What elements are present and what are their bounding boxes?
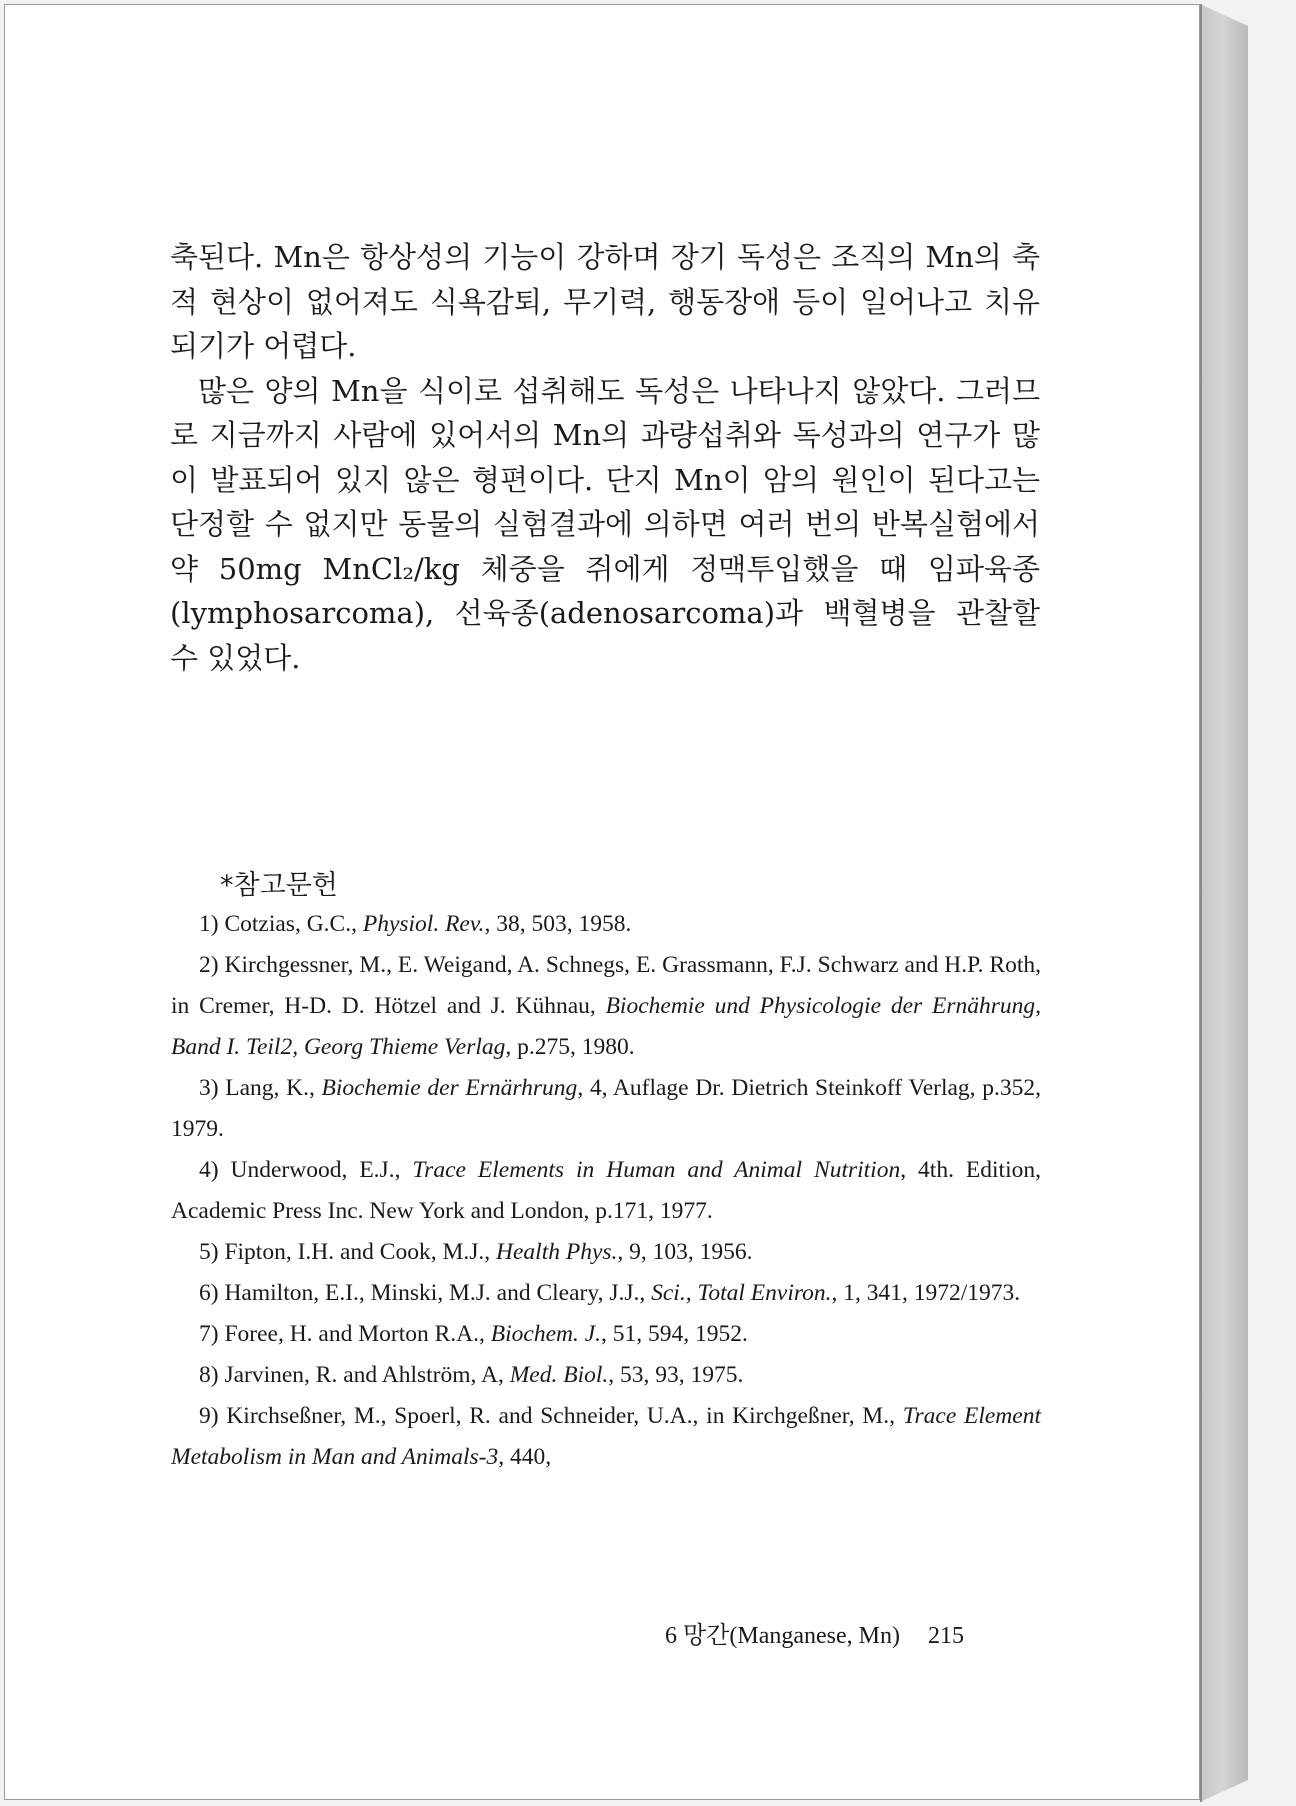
paragraph-1: 축된다. Mn은 항상성의 기능이 강하며 장기 독성은 조직의 Mn의 축적 현상이 없어져도 식욕감퇴, 무기력, 행동장애 등이 일어나고 치유되기가 어렵다. (170, 240, 1040, 363)
page-footer (665, 1615, 964, 1650)
chapter-title: 6 망간(Manganese, Mn) (665, 1623, 900, 1649)
book-spine-edge (1200, 4, 1248, 1802)
reference-item: 7) Foree, H. and Morton R.A., Biochem. J., 51, 594, 1952. (199, 1321, 748, 1347)
paragraph-2: 많은 양의 Mn을 식이로 섭취해도 독성은 나타나지 않았다. 그러므로 지금까지 사람에 있어서의 Mn의 과량섭취와 독성과의 연구가 많이 발표되어 있지 않은 형편이다. 단지 Mn이 암의 원인이 된다고는 단정할 수 없지만 동물의 실험결과에 의하면 여러 번의 반복실험에서 약 50mg MnCl₂/kg 체중을 쥐에게 정맥투입했을 때 임파육종(lymphosarcoma), 선육종(adenosarcoma)과 백혈병을 관찰할 수 있었다. (170, 373, 1040, 675)
reference-item: 1) Cotzias, G.C., Physiol. Rev., 38, 503, 1958. (199, 911, 632, 937)
body-text (170, 235, 1040, 680)
book-page (4, 4, 1200, 1800)
references-list (171, 904, 1041, 1478)
reference-item: 6) Hamilton, E.I., Minski, M.J. and Cleary, J.J., Sci., Total Environ., 1, 341, 1972/1973. (199, 1280, 1021, 1306)
reference-item: 9) Kirchseßner, M., Spoerl, R. and Schneider, U.A., in Kirchgeßner, M., Trace Element Metabolism in Man and Animals-3, 440, (171, 1403, 1041, 1470)
references-title: *참고문헌 (220, 870, 338, 901)
page-edge-line (1200, 4, 1202, 1802)
reference-item: 8) Jarvinen, R. and Ahlström, A, Med. Biol., 53, 93, 1975. (199, 1362, 744, 1388)
page-number: 215 (927, 1623, 964, 1649)
reference-item: 5) Fipton, I.H. and Cook, M.J., Health Phys., 9, 103, 1956. (199, 1239, 753, 1265)
reference-item: 3) Lang, K., Biochemie der Ernärhrung, 4, Auflage Dr. Dietrich Steinkoff Verlag, p.352, 1979. (171, 1075, 1041, 1142)
reference-item: 4) Underwood, E.J., Trace Elements in Human and Animal Nutrition, 4th. Edition, Academic Press Inc. New York and London, p.171, 1977. (171, 1157, 1041, 1224)
reference-item: 2) Kirchgessner, M., E. Weigand, A. Schnegs, E. Grassmann, F.J. Schwarz and H.P. Roth, in Cremer, H-D. D. Hötzel and J. Kühnau, Biochemie und Physicologie der Ernährung, Band I. Teil2, Georg Thieme Verlag, p.275, 1980. (171, 952, 1041, 1060)
